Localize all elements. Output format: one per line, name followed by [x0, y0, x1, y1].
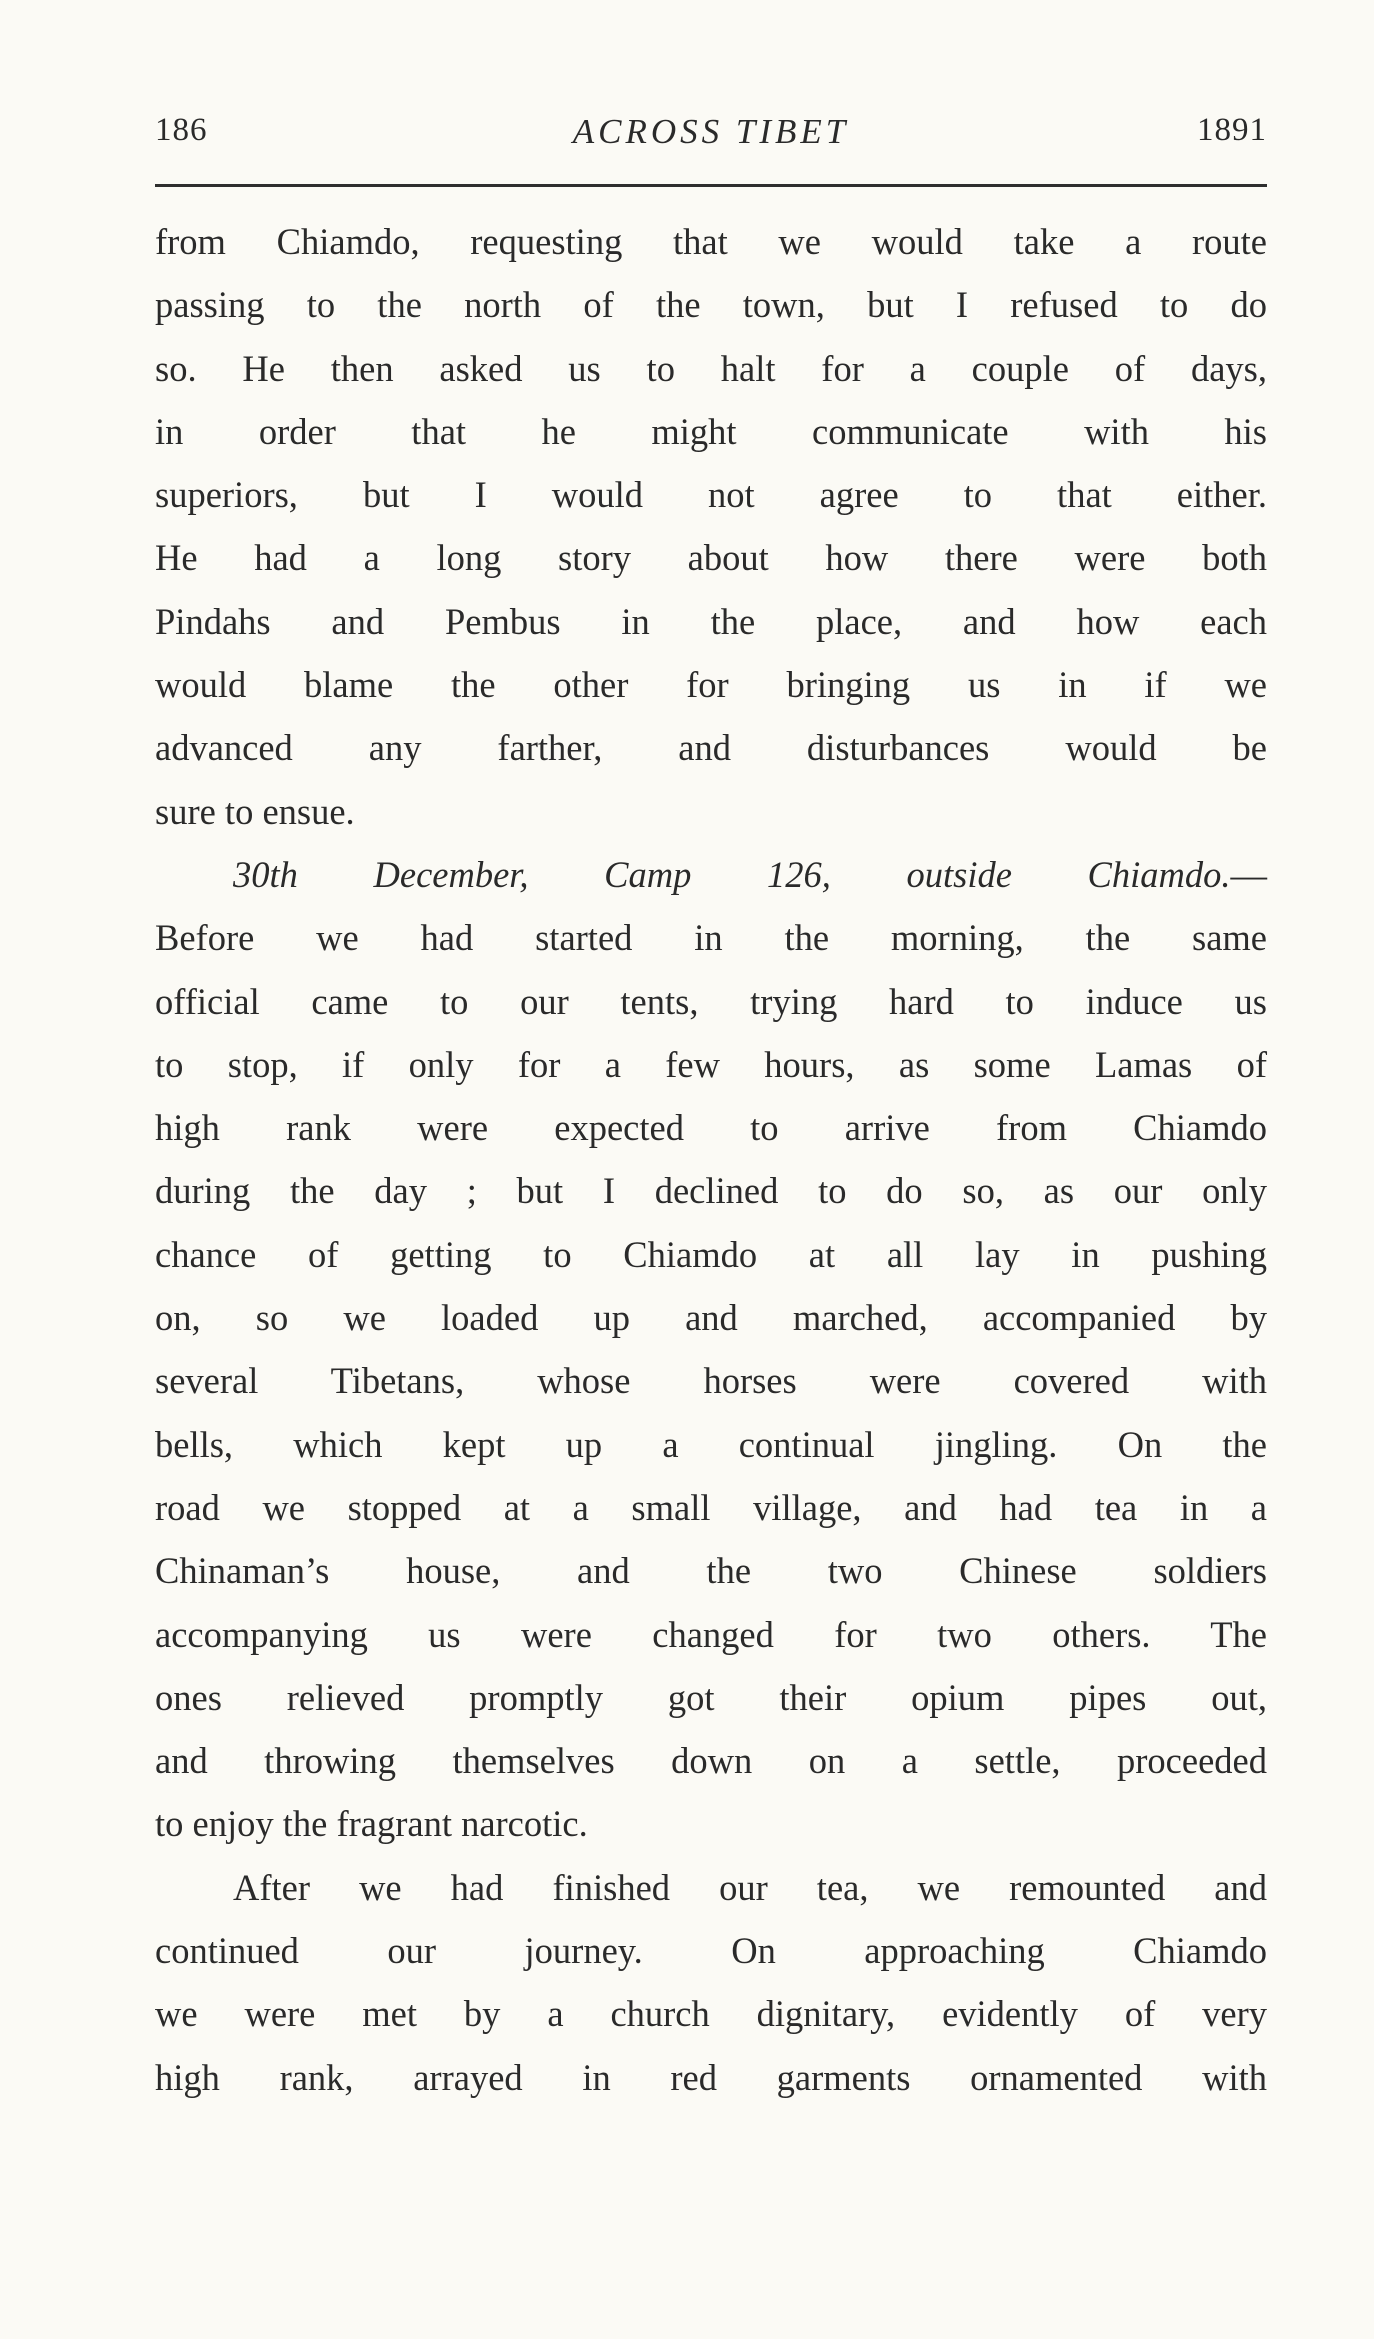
paragraph-3 [155, 1856, 1267, 2109]
text-line: accompanying us were changed for two others. The [155, 1613, 1267, 1655]
text-line: high rank were expected to arrive from Chiamdo [155, 1107, 1267, 1149]
header-rule [155, 184, 1267, 187]
text-line: to enjoy the fragrant narcotic. [155, 1803, 588, 1845]
text-line: advanced any farther, and disturbances would be [155, 727, 1267, 769]
text-line: road we stopped at a small village, and had tea in a [155, 1486, 1267, 1528]
running-head [155, 112, 1267, 172]
paragraph-1 [155, 210, 1267, 843]
text-line: superiors, but I would not agree to that either. [155, 474, 1267, 516]
text-line: from Chiamdo, requesting that we would take a route [155, 221, 1267, 262]
text-line: sure to ensue. [155, 790, 355, 832]
text-line: Chinaman’s house, and the two Chinese soldiers [155, 1550, 1267, 1592]
running-year: 1891 [1197, 112, 1267, 148]
text-line: Before we had started in the morning, the same [155, 917, 1267, 959]
heading-dash: — [1230, 853, 1267, 895]
text-line: several Tibetans, whose horses were covered with [155, 1360, 1267, 1402]
text-line: on, so we loaded up and marched, accompanied by [155, 1297, 1267, 1339]
text-line: chance of getting to Chiamdo at all lay in pushing [155, 1233, 1267, 1275]
text-line: continued our journey. On approaching Chiamdo [155, 1930, 1267, 1972]
paragraph-2 [155, 843, 1267, 1856]
text-line: during the day ; but I declined to do so, as our only [155, 1170, 1267, 1212]
text-line: high rank, arrayed in red garments ornamented with [155, 2056, 1267, 2098]
body-text [155, 210, 1267, 2109]
text-line: to stop, if only for a few hours, as some Lamas of [155, 1043, 1267, 1085]
page-number: 186 [155, 112, 208, 148]
text-line: and throwing themselves down on a settle, proceeded [155, 1740, 1267, 1782]
text-line: After we had finished our tea, we remounted and [233, 1866, 1267, 1908]
text-line: bells, which kept up a continual jingling. On the [155, 1423, 1267, 1465]
diary-entry-heading-line [155, 843, 1267, 906]
diary-entry-heading: 30th December, Camp 126, outside Chiamdo. [233, 853, 1231, 895]
text-line: would blame the other for bringing us in if we [155, 664, 1267, 706]
text-line: Pindahs and Pembus in the place, and how each [155, 600, 1267, 642]
text-line: in order that he might communicate with his [155, 410, 1267, 452]
text-line: official came to our tents, trying hard to induce us [155, 980, 1267, 1022]
text-line: we were met by a church dignitary, evidently of very [155, 1993, 1267, 2035]
running-title: ACROSS TIBET [572, 112, 850, 151]
text-line: passing to the north of the town, but I refused to do [155, 284, 1267, 326]
text-line: so. He then asked us to halt for a couple of days, [155, 347, 1267, 389]
text-line: ones relieved promptly got their opium pipes out, [155, 1676, 1267, 1718]
text-line: He had a long story about how there were both [155, 537, 1267, 579]
